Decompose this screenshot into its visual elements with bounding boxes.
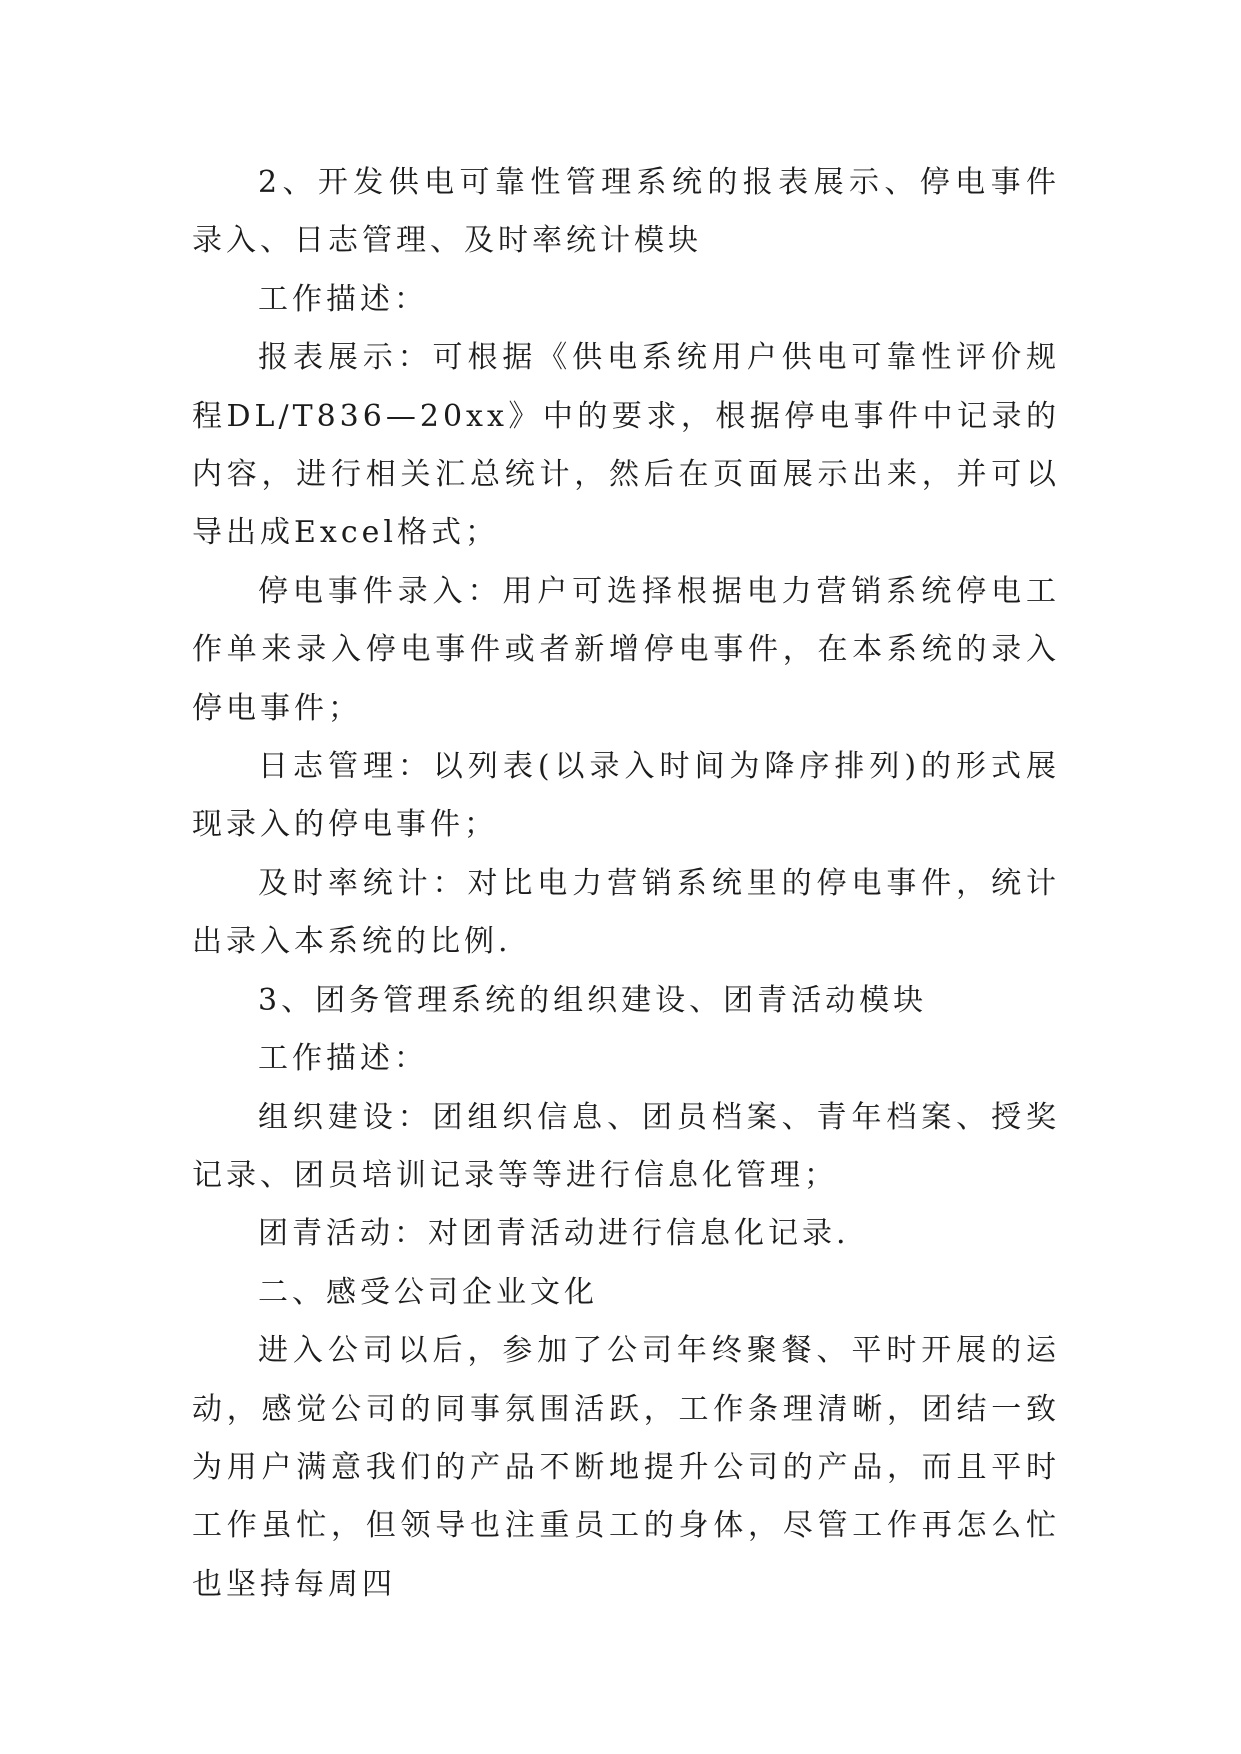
paragraph-company-culture: 进入公司以后，参加了公司年终聚餐、平时开展的运动，感觉公司的同事氛围活跃，工作条理清晰，团结一致为用户满意我们的产品不断地提升公司的产品，而且平时工作虽忙，但领导也注重员工的身体，尽管工作再怎么忙也坚持每周四 — [192, 1333, 1060, 1602]
paragraph-organization-building: 组织建设：团组织信息、团员档案、青年档案、授奖记录、团员培训记录等等进行信息化管理； — [192, 1099, 1060, 1193]
paragraph-work-description-label: 工作描述： — [258, 281, 428, 317]
paragraph-work-description-label-2: 工作描述： — [258, 1041, 428, 1077]
paragraph-report-display: 报表展示：可根据《供电系统用户供电可靠性评价规程DL/T836—20xx》中的要求，根据停电事件中记录的内容，进行相关汇总统计，然后在页面展示出来，并可以导出成Excel格式； — [192, 340, 1060, 551]
paragraph-module-3-heading: 3、团务管理系统的组织建设、团青活动模块 — [258, 982, 928, 1018]
paragraph-timeliness-statistics: 及时率统计：对比电力营销系统里的停电事件，统计出录入本系统的比例. — [192, 865, 1060, 960]
document-body — [192, 154, 1060, 1614]
paragraph-log-management: 日志管理：以列表(以录入时间为降序排列)的形式展现录入的停电事件； — [192, 749, 1060, 843]
paragraph-youth-activities: 团青活动：对团青活动进行信息化记录. — [258, 1216, 850, 1252]
paragraph-module-2-heading: 2、开发供电可靠性管理系统的报表展示、停电事件录入、日志管理、及时率统计模块 — [192, 165, 1060, 259]
paragraph-outage-event-entry: 停电事件录入：用户可选择根据电力营销系统停电工作单来录入停电事件或者新增停电事件，在本系统的录入停电事件； — [192, 573, 1060, 726]
section-heading-company-culture: 二、感受公司企业文化 — [258, 1274, 598, 1310]
